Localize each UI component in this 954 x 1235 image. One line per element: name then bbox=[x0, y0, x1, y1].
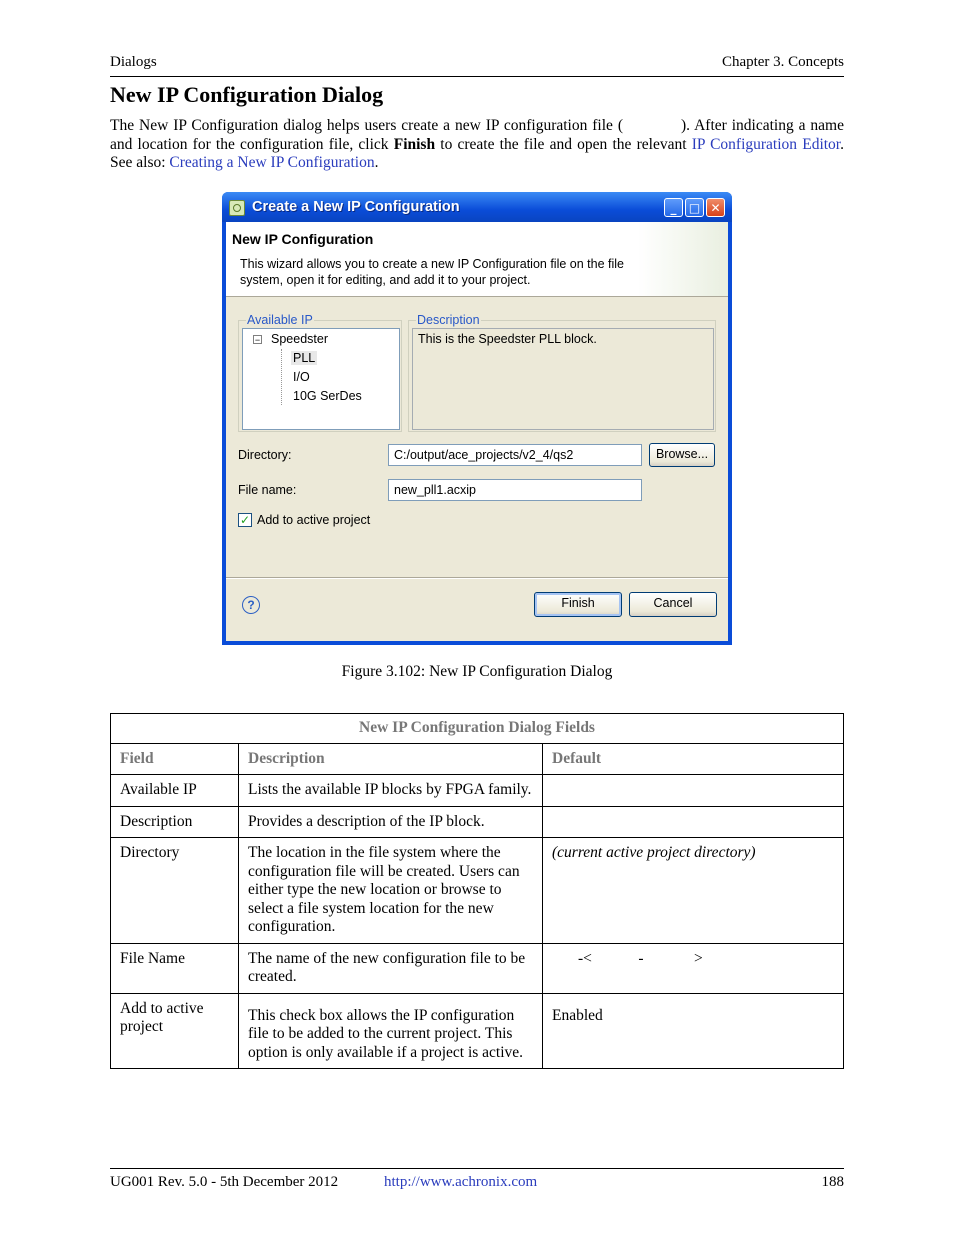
header-chapter: Chapter 3. Concepts bbox=[721, 54, 844, 70]
fields-table bbox=[110, 713, 844, 1069]
row-default bbox=[543, 806, 844, 838]
add-to-project-label[interactable]: Add to active project bbox=[257, 513, 371, 527]
row-field: Directory bbox=[111, 838, 239, 944]
column-header-description: Description bbox=[239, 743, 543, 775]
row-description: The location in the file system where the configuration file will be created. Users can either type the new location or browse to select a file system location for the new configuration. bbox=[239, 838, 543, 944]
app-icon bbox=[229, 200, 245, 216]
tree-root-speedster[interactable]: Speedster bbox=[271, 332, 328, 346]
page-number: 188 bbox=[821, 1174, 844, 1190]
figure-caption: Figure 3.102: New IP Configuration Dialog bbox=[341, 663, 613, 680]
row-description: Provides a description of the IP block. bbox=[239, 806, 543, 838]
table-row bbox=[111, 775, 844, 807]
intro-paragraph bbox=[110, 117, 844, 173]
directory-label: Directory: bbox=[238, 448, 292, 462]
row-description: The name of the new configuration file to be created. bbox=[239, 943, 543, 993]
dialog-window-title: Create a New IP Configuration bbox=[252, 199, 460, 215]
add-to-project-checkbox[interactable]: ✓ bbox=[239, 513, 251, 527]
banner-title: New IP Configuration bbox=[232, 231, 374, 247]
creating-new-ip-configuration-link[interactable]: Creating a New IP Configuration bbox=[169, 154, 375, 171]
filename-input[interactable]: new_pll1.acxip bbox=[388, 479, 642, 501]
close-button[interactable]: ✕ bbox=[706, 198, 725, 217]
page-footer bbox=[110, 1168, 844, 1190]
dialog-titlebar[interactable] bbox=[222, 192, 732, 222]
row-description: Lists the available IP blocks by FPGA family. bbox=[239, 775, 543, 807]
intro-finish-bold: Finish bbox=[393, 135, 436, 153]
table-row bbox=[111, 838, 844, 944]
page-header bbox=[110, 54, 844, 77]
intro-text-2: ). After indicating a name and location for the configuration file, click bbox=[110, 117, 844, 153]
browse-button[interactable]: Browse... bbox=[649, 443, 715, 467]
dialog-screenshot bbox=[222, 192, 732, 645]
tree-line bbox=[281, 349, 282, 405]
footer-website-link[interactable]: http://www.achronix.com bbox=[384, 1174, 538, 1190]
help-icon[interactable]: ? bbox=[242, 596, 260, 614]
dialog-client-area bbox=[226, 222, 728, 641]
directory-input[interactable]: C:/output/ace_projects/v2_4/qs2 bbox=[388, 444, 642, 466]
wizard-banner bbox=[226, 222, 728, 297]
row-field: Available IP bbox=[111, 775, 239, 807]
intro-text-4: . See also: bbox=[110, 135, 844, 171]
row-field: Description bbox=[111, 806, 239, 838]
button-bar-separator bbox=[226, 577, 728, 579]
row-field: Add to active project bbox=[111, 993, 239, 1069]
header-section: Dialogs bbox=[110, 54, 157, 70]
intro-text-3: to create the file and open the relevant bbox=[435, 135, 692, 153]
intro-text-5: . bbox=[374, 154, 379, 171]
banner-text: This wizard allows you to create a new IP Configuration file on the file system, open it for editing, and add it to your project. bbox=[240, 257, 624, 287]
cancel-button[interactable]: Cancel bbox=[629, 592, 717, 617]
row-default: -< - > bbox=[543, 943, 844, 993]
description-legend: Description bbox=[417, 313, 480, 327]
row-default: (current active project directory) bbox=[543, 838, 844, 944]
tree-item-io[interactable]: I/O bbox=[293, 370, 310, 384]
column-header-default: Default bbox=[543, 743, 844, 775]
description-text: This is the Speedster PLL block. bbox=[418, 332, 597, 346]
table-row bbox=[111, 993, 844, 1069]
row-description: This check box allows the IP configuration file to be added to the current project. This option is only available if a project is active. bbox=[239, 993, 543, 1069]
available-ip-legend: Available IP bbox=[247, 313, 313, 327]
table-caption: New IP Configuration Dialog Fields bbox=[111, 714, 844, 744]
ip-configuration-editor-link[interactable]: IP Configuration Editor bbox=[691, 135, 841, 153]
intro-text-1: The New IP Configuration dialog helps users create a new IP configuration file ( bbox=[110, 117, 623, 134]
column-header-field: Field bbox=[111, 743, 239, 775]
table-row bbox=[111, 943, 844, 993]
table-row bbox=[111, 806, 844, 838]
collapse-icon[interactable]: − bbox=[254, 335, 261, 345]
finish-button[interactable]: Finish bbox=[534, 592, 622, 617]
tree-item-pll[interactable]: PLL bbox=[293, 351, 316, 365]
filename-label: File name: bbox=[238, 483, 297, 497]
row-default bbox=[543, 775, 844, 807]
minimize-button[interactable]: _ bbox=[664, 198, 683, 217]
tree-item-10g-serdes[interactable]: 10G SerDes bbox=[293, 389, 362, 403]
ip-tree[interactable] bbox=[242, 328, 400, 430]
row-default: Enabled bbox=[543, 993, 844, 1069]
maximize-button[interactable]: □ bbox=[685, 198, 704, 217]
footer-doc-id: UG001 Rev. 5.0 - 5th December 2012 bbox=[110, 1174, 339, 1190]
section-title: New IP Configuration Dialog bbox=[110, 82, 384, 107]
description-box bbox=[412, 328, 714, 430]
row-field: File Name bbox=[111, 943, 239, 993]
